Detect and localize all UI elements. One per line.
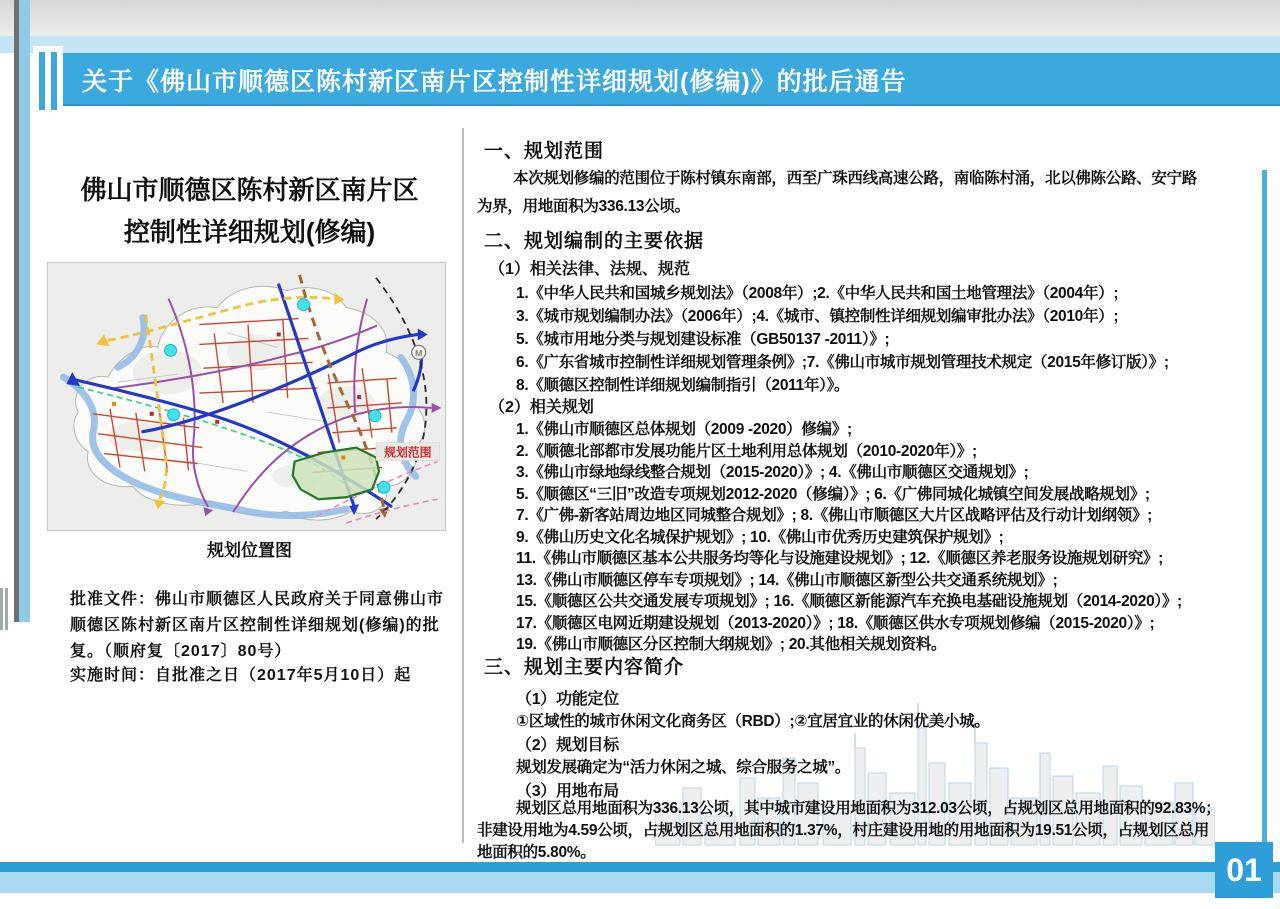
map-caption: 规划位置图 — [207, 541, 292, 560]
list-item: 1.《中华人民共和国城乡规划法》（2008年）;2.《中华人民共和国土地管理法》（2004年）; — [516, 285, 1119, 302]
section-3-item: （1）功能定位 — [516, 691, 619, 708]
list-item: 3.《城市规划编制办法》（2006年）;4.《城市、镇控制性详细规划编审批办法》（2010年）; — [516, 308, 1119, 325]
list-item: 19.《佛山市顺德区分区控制大纲规划》; 20.其他相关规划资料。 — [516, 636, 947, 653]
page-title: 关于《佛山市顺德区陈村新区南片区控制性详细规划(修编)》的批后通告 — [82, 68, 907, 96]
header-stripe-icon — [49, 50, 59, 112]
list-item: 9.《佛山历史文化名城保护规划》; 10.《佛山市优秀历史建筑保护规划》; — [516, 529, 1004, 546]
footer-dark-bar — [0, 862, 1280, 872]
approval-text-line: 实施时间：自批准之日（2017年5月10日）起 — [70, 667, 412, 684]
section-3-paragraph-line: 规划区总用地面积为336.13公顷，其中城市建设用地面积为312.03公顷，占规划区总用地面积的92.83%； — [516, 800, 1221, 817]
section-2-sub2-label: （2）相关规划 — [489, 399, 594, 416]
section-1-heading: 一、规划范围 — [484, 141, 605, 162]
left-edge-mark — [0, 588, 3, 630]
list-item: 8.《顺德区控制性详细规划编制指引（2011年）》。 — [516, 377, 850, 394]
svg-text:M: M — [414, 348, 423, 359]
section-3-item: （2）规划目标 — [516, 737, 619, 754]
list-item: 11.《佛山市顺德区基本公共服务均等化与设施建设规划》; 12.《顺德区养老服务设施规划研究》; — [516, 550, 1163, 567]
list-item: 17.《顺德区电网近期建设规划（2013-2020）》; 18.《顺德区供水专项规划修编（2015-2020）》; — [516, 615, 1155, 632]
section-2-sub1-label: （1）相关法律、法规、规范 — [489, 261, 690, 278]
top-gray-band — [0, 0, 1280, 36]
section-1-body-line: 为界，用地面积为336.13公顷。 — [477, 198, 690, 215]
left-blue-bar — [19, 0, 30, 622]
approval-text-line: 批准文件：佛山市顺德区人民政府关于同意佛山市 — [70, 591, 445, 608]
left-edge-mark — [5, 588, 8, 630]
list-item: 6.《广东省城市控制性详细规划管理条例》;7.《佛山市城市规划管理技术规定（2015年修订版）》; — [516, 354, 1169, 371]
footer-light-bar — [0, 872, 1280, 893]
top-blue-band — [0, 36, 1280, 53]
location-map-drawing — [48, 263, 445, 530]
list-item: 13.《佛山市顺德区停车专项规划》; 14.《佛山市顺德区新型公共交通系统规划》; — [516, 572, 1058, 589]
section-2-heading: 二、规划编制的主要依据 — [484, 231, 705, 252]
right-blue-line — [1262, 170, 1267, 872]
page-number-badge: 01 — [1215, 842, 1273, 898]
approval-text-line: 顺德区陈村新区南片区控制性详细规划(修编)的批 — [70, 617, 440, 634]
list-item: 5.《城市用地分类与规划建设标准（GB50137 -2011）》; — [516, 331, 890, 348]
section-3-item: ①区域性的城市休闲文化商务区（RBD）;②宜居宜业的休闲优美小城。 — [516, 713, 990, 730]
header-stripe-icon — [37, 50, 47, 112]
section-3-paragraph-line: 地面积的5.80%。 — [477, 844, 596, 861]
list-item: 3.《佛山市绿地绿线整合规划（2015-2020）》; 4.《佛山市顺德区交通规划》; — [516, 464, 1029, 481]
metro-icon — [412, 345, 426, 359]
plan-title-line1: 佛山市顺德区陈村新区南片区 — [80, 175, 419, 205]
section-3-item: （3）用地布局 — [516, 783, 619, 800]
column-divider — [462, 128, 464, 843]
list-item: 7.《广佛-新客站周边地区同城整合规划》; 8.《佛山市顺德区大片区战略评估及行动计划纲领》; — [516, 507, 1153, 524]
section-3-heading: 三、规划主要内容简介 — [484, 657, 685, 678]
list-item: 5.《顺德区“三旧”改造专项规划2012-2020（修编）》; 6.《广佛同城化城镇空间发展战略规划》; — [516, 486, 1150, 503]
scope-label: 规划范围 — [383, 445, 432, 460]
list-item: 15.《顺德区公共交通发展专项规划》; 16.《顺德区新能源汽车充换电基础设施规划（2014-2020）》; — [516, 593, 1182, 610]
section-3-item: 规划发展确定为“活力休闲之城、综合服务之城”。 — [516, 759, 851, 776]
approval-text-line: 复。（顺府复〔2017〕80号） — [70, 643, 292, 660]
list-item: 2.《顺德北部都市发展功能片区土地利用总体规划（2010-2020年）》; — [516, 443, 977, 460]
section-1-body-line: 本次规划修编的范围位于陈村镇东南部，西至广珠西线高速公路，南临陈村涌，北以佛陈公路、安宁路 — [513, 170, 1198, 187]
list-item: 1.《佛山市顺德区总体规划（2009 -2020）修编》; — [516, 421, 852, 438]
location-map — [47, 262, 446, 531]
plan-title-line2: 控制性详细规划(修编) — [123, 217, 376, 247]
section-3-paragraph-line: 非建设用地为4.59公顷，占规划区总用地面积的1.37%，村庄建设用地的用地面积为19.51公顷，占规划区总用 — [477, 822, 1209, 839]
